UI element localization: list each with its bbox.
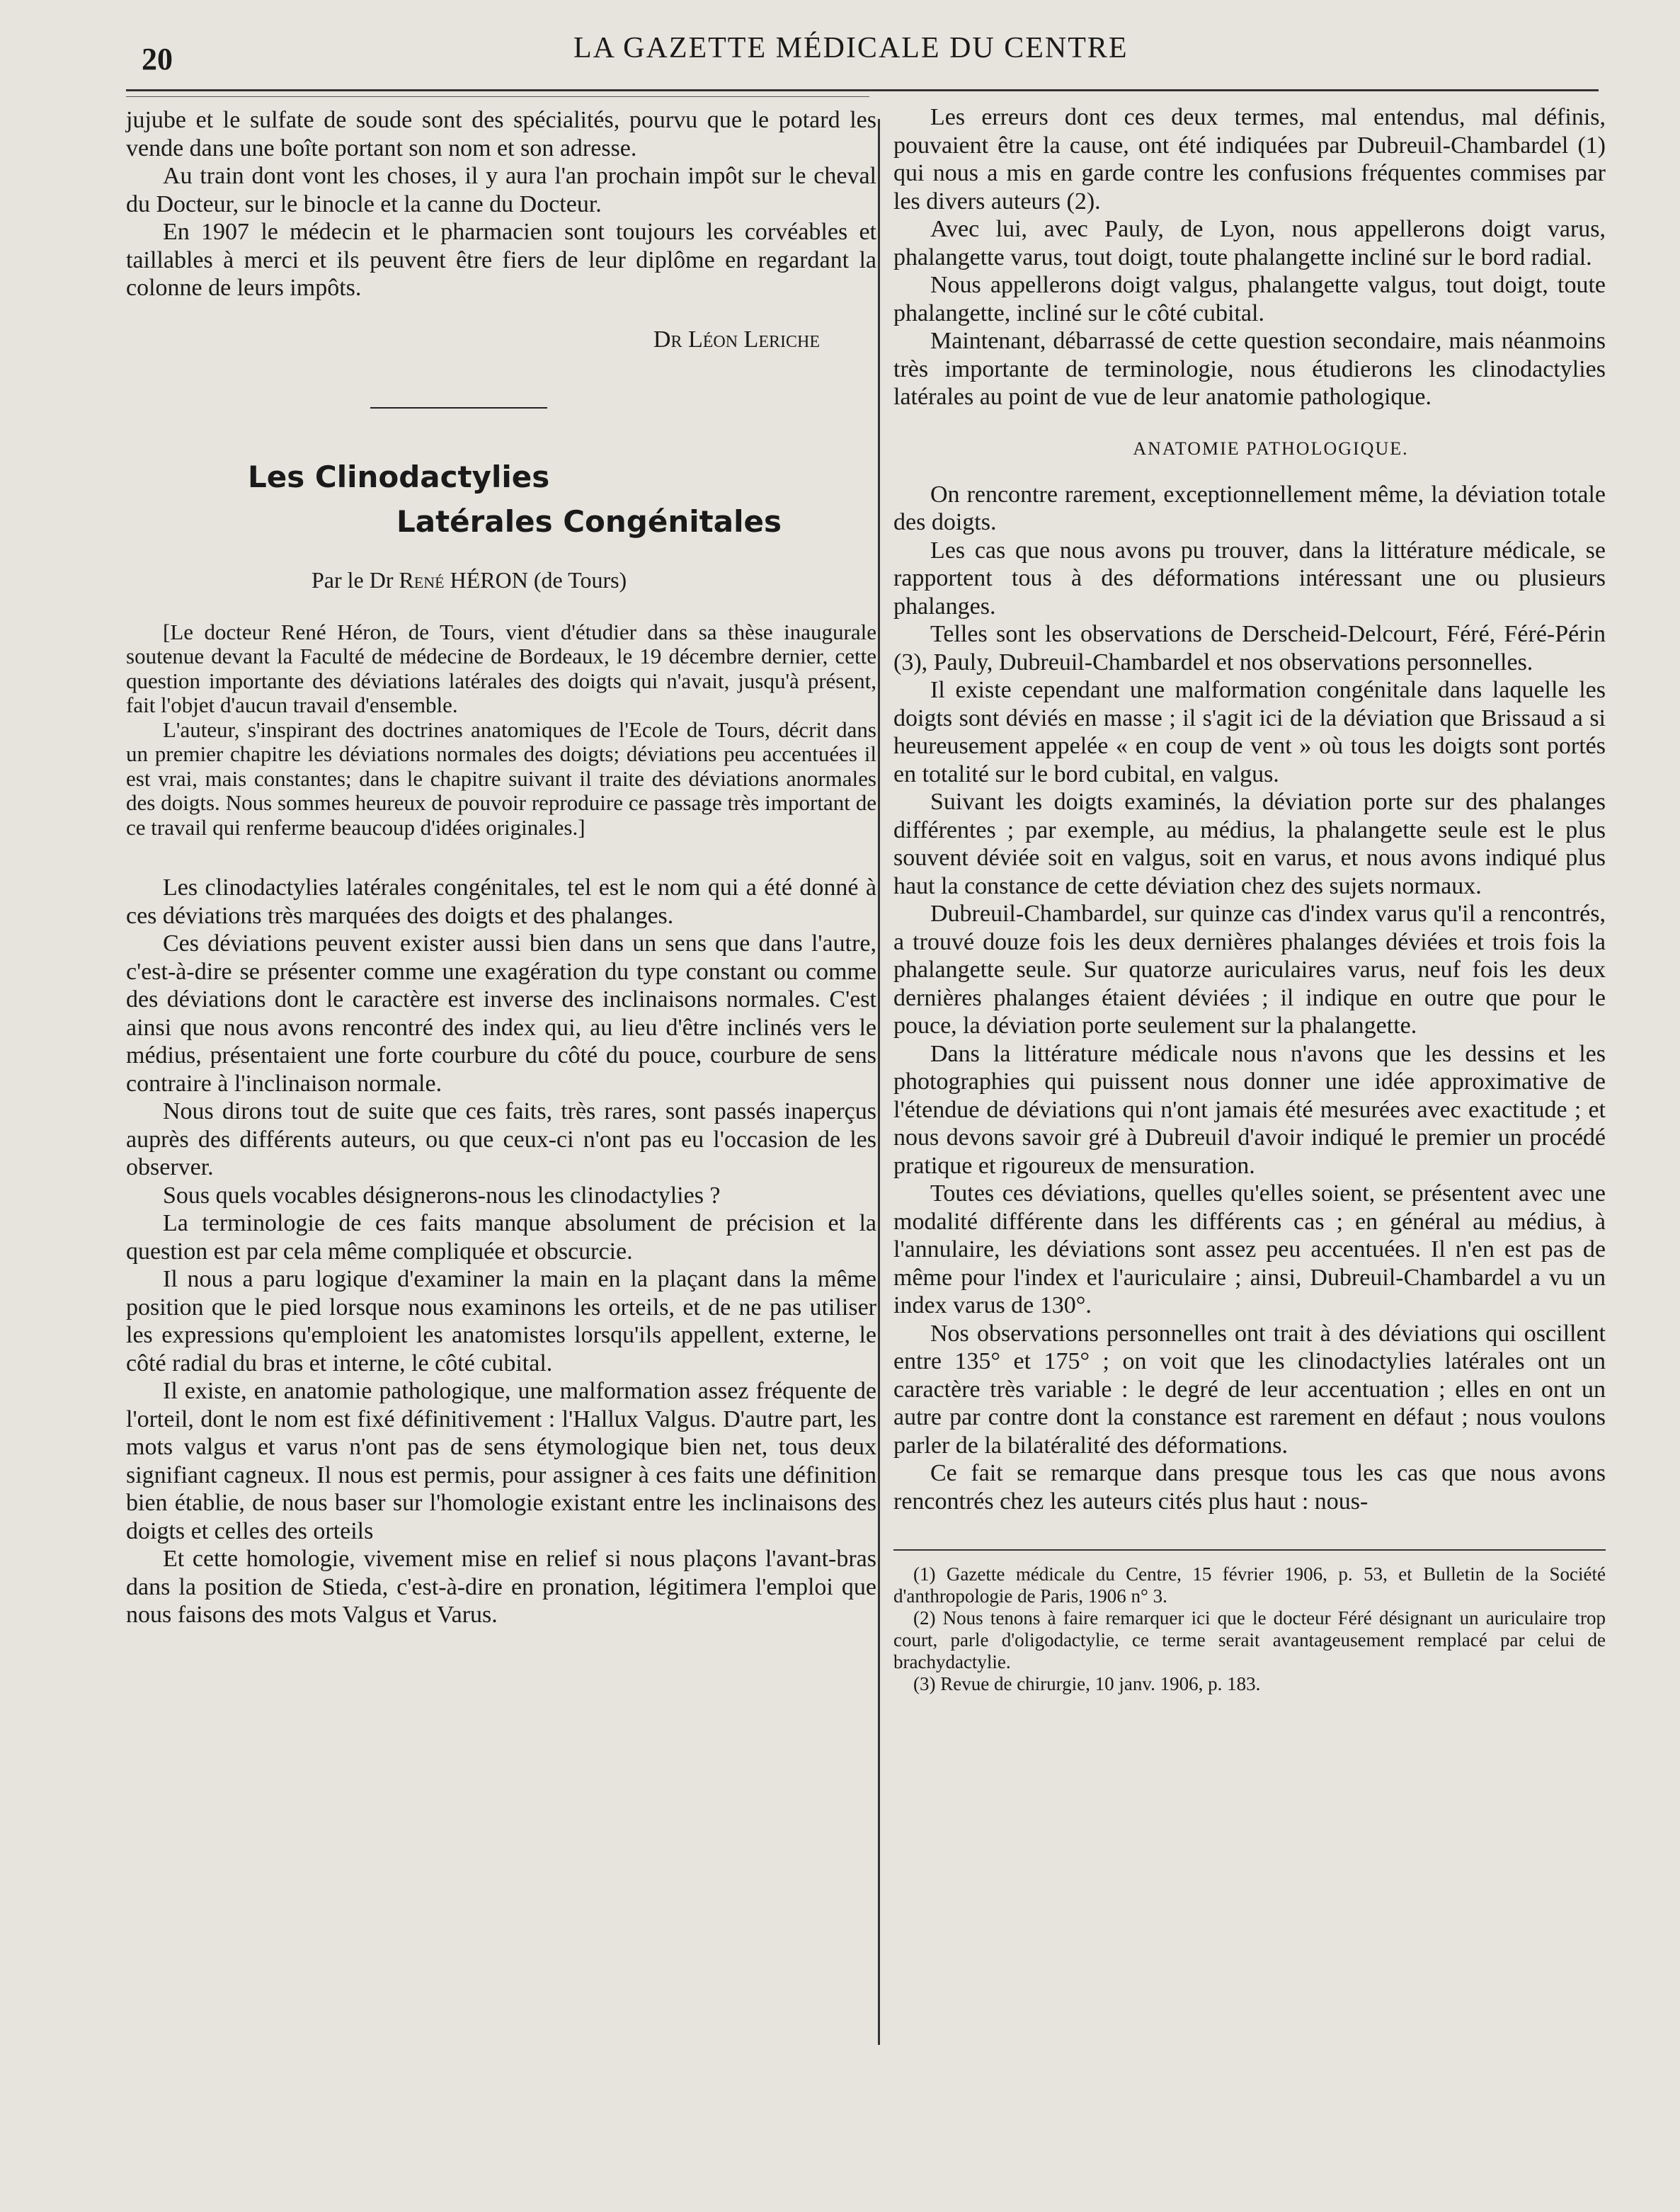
article-title-line2: Latérales Congénitales [396,503,782,539]
paragraph: Toutes ces déviations, quelles qu'elles soient, se présentent avec une modalité différente dans les différents cas ; en général au médius, à l'annulaire, les déviations sont assez peu accentuées. Il n'en est pas de même pour l'index et l'auriculaire ; ainsi, Dubreuil-Chambardel a vu un index varus de 130°. [893,1180,1606,1318]
paragraph: Les erreurs dont ces deux termes, mal entendus, mal définis, pouvaient être la cause, ont été indiquées par Dubreuil-Chambardel (1) qui nous a mis en garde contre les confusions fréquentes commises par les divers auteurs (2). [893,104,1606,215]
byline-author: René HÉRON [399,566,528,593]
editorial-intro [126,620,876,840]
paragraph: Il existe cependant une malformation congénitale dans laquelle les doigts sont déviés en masse ; il s'agit ici de la déviation que Brissaud a si heureusement appelée « en coup de vent » où tous les doigts sont portés en totalité sur le bord cubital, en valgus. [893,677,1606,787]
paragraph: Sous quels vocables désignerons-nous les clinodactylies ? [163,1182,721,1209]
header-rule-secondary [126,96,869,97]
intro-paragraph: L'auteur, s'inspirant des doctrines anatomiques de l'Ecole de Tours, décrit dans un premier chapitre les déviations normales des doigts; déviations peu accentuées il est vrai, mais constantes; dans le chapitre suivant il traite des déviations anormales des doigts. Nous sommes heureux de pouvoir reproduire ce passage très important de ce travail qui renferme beaucoup d'idées originales.] [126,717,876,840]
paragraph: La terminologie de ces faits manque absolument de précision et la question est par cela même compliquée et obscurcie. [126,1210,876,1265]
footnote: (2) Nous tenons à faire remarquer ici que le docteur Féré désignant un auriculaire trop court, parle d'oligodactylie, ce terme serait avantageusement remplacé par celui de brachydactylie. [893,1607,1606,1672]
footnote: (1) Gazette médicale du Centre, 15 février 1906, p. 53, et Bulletin de la Société d'anthropologie de Paris, 1906 n° 3. [893,1563,1606,1607]
page-number: 20 [142,42,173,76]
paragraph: Telles sont les observations de Derscheid-Delcourt, Féré, Féré-Périn (3), Pauly, Dubreuil-Chambardel et nos observations personnelles. [893,621,1606,675]
footnotes [893,1563,1606,1695]
paragraph: On rencontre rarement, exceptionnellement même, la déviation totale des doigts. [893,481,1606,535]
header-rule [126,89,1599,91]
column-separator [878,119,880,2045]
byline [312,567,876,593]
paragraph: En 1907 le médecin et le pharmacien sont toujours les corvéables et taillables à merci et ils peuvent être fiers de leur diplôme en regardant la colonne de leurs impôts. [126,219,876,301]
article-body-left [126,874,876,1629]
paragraph: Avec lui, avec Pauly, de Lyon, nous appellerons doigt varus, phalangette varus, tout doigt, toute phalangette incliné sur le bord radial. [893,216,1606,270]
paragraph: jujube et le sulfate de soude sont des spécialités, pourvu que le potard les vende dans une boîte portant son nom et son adresse. [126,107,876,161]
paragraph: Et cette homologie, vivement mise en relief si nous plaçons l'avant-bras dans la position de Stieda, c'est-à-dire en pronation, légitimera l'emploi que nous faisons des mots Valgus et Varus. [126,1546,876,1628]
paragraph: Dubreuil-Chambardel, sur quinze cas d'index varus qu'il a rencontrés, a trouvé douze fois les deux dernières phalanges déviées et trois fois la phalangette seule. Sur quatorze auriculaires varus, neuf fois les deux dernières phalanges étaient déviées ; il indique en outre que pour le pouce, la déviation porte seulement sur la phalangette. [893,901,1606,1039]
previous-article [126,106,876,353]
left-column [126,106,876,1629]
paragraph: Il existe, en anatomie pathologique, une malformation assez fréquente de l'orteil, dont le nom est fixé définitivement : l'Hallux Valgus. D'autre part, les mots valgus et varus n'ont pas de sens étymologique bien net, tous deux signifiant cagneux. Il nous est permis, pour assigner à ces faits une définition bien établie, de nous baser sur l'homologie existant entre les inclinaisons des doigts et celles des orteils [126,1378,876,1544]
right-column [893,103,1606,1695]
paragraph: Nous dirons tout de suite que ces faits, très rares, sont passés inaperçus auprès des différents auteurs, ou que ceux-ci n'ont pas eu l'occasion de les observer. [126,1098,876,1180]
byline-suffix: (de Tours) [533,566,627,593]
paragraph: Suivant les doigts examinés, la déviation porte sur des phalanges différentes ; par exemple, au médius, la phalangette seule est le plus souvent déviée soit en valgus, soit en varus, et nous avons indiqué plus haut la constance de cette déviation chez des sujets normaux. [893,789,1606,899]
paragraph: Les cas que nous avons pu trouver, dans la littérature médicale, se rapportent tous à des déformations intéressant une ou plusieurs phalanges. [893,537,1606,620]
paragraph: Les clinodactylies latérales congénitales, tel est le nom qui a été donné à ces déviations très marquées des doigts et des phalanges. [126,874,876,929]
intro-paragraph: [Le docteur René Héron, de Tours, vient d'étudier dans sa thèse inaugurale soutenue devant la Faculté de médecine de Bordeaux, le 19 décembre dernier, cette question importante des déviations latérales des doigts qui n'avait, jusqu'à présent, fait l'objet d'aucun travail d'ensemble. [126,619,876,717]
paragraph: Nous appellerons doigt valgus, phalangette valgus, tout doigt, toute phalangette, incliné sur le côté cubital. [893,272,1606,326]
section-heading: ANATOMIE PATHOLOGIQUE. [1133,438,1409,459]
paragraph: Ces déviations peuvent exister aussi bien dans un sens que dans l'autre, c'est-à-dire se présenter comme une exagération du type constant ou comme des déviations dont le caractère est inverse des inclinaisons normales. C'est ainsi que nous avons rencontré des index qui, au lieu d'être inclinés vers le médius, présentaient une forte courbure du côté du pouce, courbure de sens contraire à l'inclinaison normale. [126,930,876,1097]
article-separator [370,407,547,409]
paragraph: Au train dont vont les choses, il y aura l'an prochain impôt sur le cheval du Docteur, sur le binocle et la canne du Docteur. [126,163,876,217]
paragraph: Nos observations personnelles ont trait à des déviations qui oscillent entre 135° et 175° ; on voit que les clinodactylies latérales ont un caractère très variable : le degré de leur accentuation ; elles en ont un autre par contre dont la constance est rarement en défaut ; nous voulons parler de la bilatéralité des déformations. [893,1320,1606,1459]
paragraph: Ce fait se remarque dans presque tous les cas que nous avons rencontrés chez les auteurs cités plus haut : nous- [893,1460,1606,1515]
footnote-rule [893,1549,1606,1551]
paragraph: Dans la littérature médicale nous n'avons que les dessins et les photographies qui puissent nous donner une idée approximative de l'étendue de déviations qui n'ont jamais été mesurées avec exactitude ; et nous devons savoir gré à Dubreuil d'avoir indiqué le premier un procédé pratique et rigoureux de mensuration. [893,1040,1606,1179]
article-title-line1: Les Clinodactylies [248,459,550,494]
byline-prefix: Par le Dr [312,566,394,593]
journal-title: LA GAZETTE MÉDICALE DU CENTRE [573,32,1128,64]
paragraph: Il nous a paru logique d'examiner la main en la plaçant dans la même position que le pied lorsque nous examinons les orteils, et de ne pas utiliser les expressions qu'emploient les anatomistes lorsqu'ils appellent, externe, le côté radial du bras et interne, le côté cubital. [126,1266,876,1376]
paragraph: Maintenant, débarrassé de cette question secondaire, mais néanmoins très importante de terminologie, nous étudierons les clinodactylies latérales au point de vue de leur anatomie pathologique. [893,328,1606,410]
author-signature: Dr Léon Leriche [653,326,820,353]
footnote: (3) Revue de chirurgie, 10 janv. 1906, p. 183. [913,1673,1261,1694]
